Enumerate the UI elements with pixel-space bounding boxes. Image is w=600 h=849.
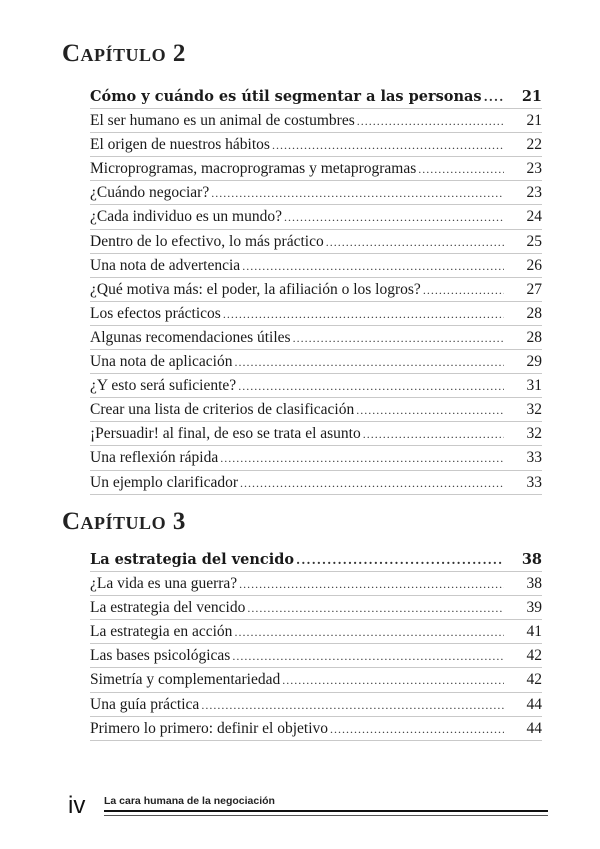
toc-entry-label: Una reflexión rápida <box>90 449 219 467</box>
footer-rule <box>104 810 548 812</box>
toc-entry <box>90 254 542 278</box>
toc-leader-dots <box>293 326 504 350</box>
toc-leader-dots <box>234 620 504 644</box>
toc-entry-label: ¿Cada individuo es un mundo? <box>90 208 282 226</box>
toc-leader-dots <box>326 230 504 254</box>
toc-entry-page: 28 <box>526 304 542 322</box>
toc-entry <box>90 157 542 181</box>
footer-book-title: La cara humana de la negociación <box>104 795 275 807</box>
toc-entry-page: 38 <box>521 551 542 568</box>
toc-entry <box>90 398 542 422</box>
toc-leader-dots <box>284 205 504 229</box>
toc-entry-page: 28 <box>526 328 542 346</box>
toc-entry-label: La estrategia del vencido <box>90 551 295 568</box>
toc-entry-page: 41 <box>526 623 542 641</box>
toc-entry-label: Primero lo primero: definir el objetivo <box>90 719 329 737</box>
toc-entry-label: Una nota de aplicación <box>90 353 233 371</box>
toc-entry-label: Las bases psicológicas <box>90 647 231 665</box>
toc-entry <box>90 109 542 133</box>
toc-entry <box>90 85 542 109</box>
toc-entry-page: 44 <box>526 719 542 737</box>
toc-entry-page: 27 <box>526 280 542 298</box>
toc-entry <box>90 326 542 350</box>
chapter-2-toc <box>90 85 542 495</box>
toc-entry-page: 42 <box>526 647 542 665</box>
toc-leader-dots <box>363 422 504 446</box>
toc-leader-dots <box>296 548 504 572</box>
toc-leader-dots <box>234 350 504 374</box>
toc-entry-page: 29 <box>526 353 542 371</box>
toc-entry <box>90 668 542 692</box>
toc-entry <box>90 446 542 470</box>
toc-entry-page: 32 <box>526 401 542 419</box>
toc-entry <box>90 548 542 572</box>
toc-entry-page: 39 <box>526 599 542 617</box>
toc-entry <box>90 181 542 205</box>
toc-leader-dots <box>357 109 504 133</box>
toc-leader-dots <box>220 446 504 470</box>
toc-entry-page: 25 <box>526 232 542 250</box>
toc-entry-label: Dentro de lo efectivo, lo más práctico <box>90 232 324 250</box>
toc-entry-page: 38 <box>526 575 542 593</box>
toc-entry-page: 24 <box>526 208 542 226</box>
toc-entry-label: Una nota de advertencia <box>90 256 241 274</box>
toc-entry-label: Simetría y complementariedad <box>90 671 281 689</box>
toc-entry-label: ¿Qué motiva más: el poder, la afiliación o los logros? <box>90 280 421 298</box>
toc-entry-page: 26 <box>526 256 542 274</box>
toc-entry-label: Los efectos prácticos <box>90 304 221 322</box>
toc-entry <box>90 302 542 326</box>
toc-leader-dots <box>484 85 504 109</box>
toc-leader-dots <box>272 133 504 157</box>
toc-entry-label: Microprogramas, macroprogramas y metaprogramas <box>90 160 417 178</box>
toc-entry-page: 42 <box>526 671 542 689</box>
toc-entry-page: 21 <box>526 112 542 130</box>
toc-entry <box>90 596 542 620</box>
toc-entry-page: 22 <box>526 136 542 154</box>
toc-entry-page: 32 <box>526 425 542 443</box>
toc-entry-label: Crear una lista de criterios de clasificación <box>90 401 355 419</box>
toc-entry-label: ¿La vida es una guerra? <box>90 575 238 593</box>
footer-page-number: iv <box>68 792 86 819</box>
toc-entry-page: 21 <box>521 88 542 105</box>
toc-leader-dots <box>418 157 504 181</box>
toc-entry <box>90 350 542 374</box>
toc-entry-page: 33 <box>526 449 542 467</box>
toc-entry <box>90 572 542 596</box>
toc-entry-page: 23 <box>526 184 542 202</box>
toc-leader-dots <box>247 596 504 620</box>
toc-leader-dots <box>282 668 504 692</box>
toc-entry-label: La estrategia del vencido <box>90 599 246 617</box>
toc-leader-dots <box>242 254 504 278</box>
toc-entry <box>90 471 542 495</box>
toc-entry <box>90 133 542 157</box>
toc-entry <box>90 644 542 668</box>
toc-leader-dots <box>201 693 504 717</box>
toc-entry-label: Una guía práctica <box>90 695 200 713</box>
toc-entry <box>90 620 542 644</box>
toc-leader-dots <box>356 398 504 422</box>
toc-leader-dots <box>239 572 504 596</box>
toc-leader-dots <box>223 302 504 326</box>
toc-entry-label: ¿Y esto será suficiente? <box>90 377 237 395</box>
toc-entry-page: 33 <box>526 473 542 491</box>
toc-leader-dots <box>238 374 504 398</box>
chapter-2-title: Capítulo 2 <box>62 40 186 67</box>
toc-leader-dots <box>211 181 504 205</box>
toc-entry <box>90 230 542 254</box>
toc-entry <box>90 693 542 717</box>
footer-rule-thin <box>104 815 548 816</box>
toc-entry-label: El ser humano es un animal de costumbres <box>90 112 355 130</box>
toc-entry <box>90 278 542 302</box>
toc-leader-dots <box>423 278 504 302</box>
toc-leader-dots <box>232 644 504 668</box>
toc-leader-dots <box>330 717 504 741</box>
toc-entry <box>90 374 542 398</box>
toc-entry-label: ¡Persuadir! al final, de eso se trata el asunto <box>90 425 361 443</box>
toc-entry-label: La estrategia en acción <box>90 623 233 641</box>
toc-entry-page: 23 <box>526 160 542 178</box>
toc-entry <box>90 422 542 446</box>
toc-entry-label: ¿Cuándo negociar? <box>90 184 210 202</box>
toc-entry-page: 44 <box>526 695 542 713</box>
chapter-3-title: Capítulo 3 <box>62 508 186 535</box>
toc-leader-dots <box>240 471 504 495</box>
toc-entry-label: Cómo y cuándo es útil segmentar a las personas <box>90 88 482 105</box>
toc-entry-label: Algunas recomendaciones útiles <box>90 328 291 346</box>
toc-entry <box>90 717 542 741</box>
chapter-3-toc <box>90 548 542 741</box>
toc-entry-label: Un ejemplo clarificador <box>90 473 239 491</box>
toc-entry <box>90 205 542 229</box>
toc-entry-label: El origen de nuestros hábitos <box>90 136 270 154</box>
toc-entry-page: 31 <box>526 377 542 395</box>
